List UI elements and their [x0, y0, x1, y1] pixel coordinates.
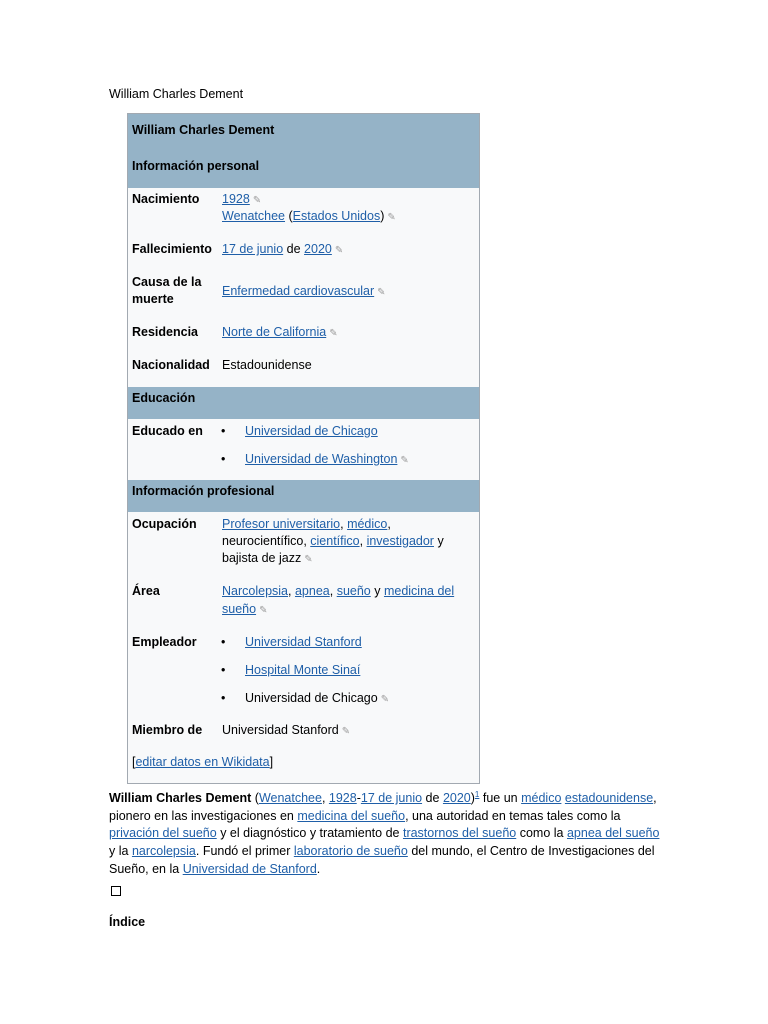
- label-ocupacion: Ocupación: [132, 517, 197, 531]
- pencil-icon[interactable]: ✎: [304, 554, 313, 565]
- list-item: [245, 424, 378, 438]
- link-sueno[interactable]: sueño: [336, 584, 371, 598]
- pencil-icon[interactable]: ✎: [329, 328, 338, 339]
- value-area-line1: Narcolepsia, apnea, sueño y medicina del: [222, 584, 455, 598]
- pencil-icon[interactable]: ✎: [380, 694, 390, 705]
- link-2020[interactable]: 2020: [304, 242, 332, 256]
- link-norte-de-california[interactable]: Norte de California: [222, 325, 327, 339]
- list-item: [245, 663, 360, 677]
- text-y: y: [374, 584, 381, 598]
- page-title: William Charles Dement: [109, 87, 244, 101]
- link-privacion-del-sueno[interactable]: privación del sueño: [109, 826, 217, 841]
- bold-name: William Charles Dement: [109, 791, 252, 806]
- value-area-line2: [222, 602, 267, 616]
- text: , pionero en las investigaciones en: [109, 791, 657, 823]
- text: y el diagnóstico y tratamiento de: [220, 826, 400, 841]
- link-apnea[interactable]: apnea: [294, 584, 330, 598]
- section-education: Educación: [132, 391, 196, 405]
- label-empleador: Empleador: [132, 635, 197, 649]
- checkbox-icon[interactable]: [111, 886, 121, 896]
- link-estados-unidos[interactable]: Estados Unidos: [292, 209, 381, 223]
- label-area: Área: [132, 584, 160, 598]
- value-nacionalidad: Estadounidense: [222, 358, 312, 372]
- text: y la: [109, 843, 129, 858]
- link-1928[interactable]: 1928: [328, 791, 357, 806]
- link-enfermedad-cardiovascular[interactable]: Enfermedad cardiovascular: [222, 284, 375, 298]
- label-residencia: Residencia: [132, 325, 199, 339]
- link-1928[interactable]: 1928: [222, 192, 250, 206]
- value-ocupacion-line2: neurocientífico, científico, investigador y: [222, 534, 444, 548]
- link-estadounidense[interactable]: estadounidense: [564, 791, 654, 806]
- text-universidad-de-chicago: Universidad de Chicago: [245, 691, 378, 705]
- text: del mundo, el Centro de Investigaciones del Sueño, en la: [109, 843, 655, 876]
- link-apnea-del-sueno[interactable]: apnea del sueño: [566, 826, 660, 841]
- label-miembro: Miembro de: [132, 723, 203, 737]
- section-professional-band: [128, 480, 479, 512]
- link-wenatchee[interactable]: Wenatchee: [258, 791, 322, 806]
- list-item: [245, 691, 389, 705]
- value-nacimiento-year: [222, 192, 261, 206]
- link-medicina-del-sueno[interactable]: medicina del sueño: [297, 808, 406, 823]
- pencil-icon[interactable]: ✎: [341, 726, 351, 737]
- index-heading: Índice: [109, 915, 146, 929]
- value-causa: [222, 284, 386, 298]
- link-2020[interactable]: 2020: [442, 791, 471, 806]
- list-item: [245, 452, 409, 466]
- link-universidad-de-stanford[interactable]: Universidad de Stanford: [182, 861, 317, 876]
- infobox: [127, 113, 480, 784]
- pencil-icon[interactable]: ✎: [259, 605, 268, 616]
- text: .: [316, 861, 321, 876]
- label-nacimiento: Nacimiento: [132, 192, 200, 206]
- text: , una autoridad en temas tales como la: [405, 808, 621, 823]
- text: como la: [519, 826, 564, 841]
- intro-paragraph: William Charles Dement (Wenatchee, 1928-17 de junio de 2020)$^1$ fue un médico estadounidense, pionero en las investigaciones en medicina del sueño, una autoridad en temas tales como la privación del sueño y el diagnóstico y tratamiento de trastornos del sueño como la apnea del sueño y la narcolepsia. Fundó el primer laboratorio de sueño del mundo, el Centro de Investigaciones del Sueño, en la Universidad de Stanford.: [109, 790, 660, 876]
- label-causa-1: Causa de la: [132, 275, 202, 289]
- edit-wikidata: [editar datos en Wikidata]: [132, 755, 274, 769]
- pencil-icon[interactable]: ✎: [334, 245, 344, 256]
- link-narcolepsia[interactable]: Narcolepsia: [222, 584, 289, 598]
- link-medicina-sueno[interactable]: sueño: [222, 602, 257, 616]
- list-item: [245, 635, 362, 649]
- text-neurocientifico: neurocientífico: [222, 534, 304, 548]
- infobox-header: [128, 114, 479, 188]
- link-laboratorio-de-sueno[interactable]: laboratorio de sueño: [293, 843, 408, 858]
- link-investigador[interactable]: investigador: [366, 534, 434, 548]
- link-universidad-de-washington[interactable]: Universidad de Washington: [245, 452, 398, 466]
- pencil-icon[interactable]: ✎: [252, 195, 262, 206]
- link-editar-wikidata[interactable]: editar datos en Wikidata: [135, 755, 270, 769]
- link-17-de-junio[interactable]: 17 de junio: [360, 791, 423, 806]
- value-miembro: [222, 723, 350, 737]
- text: . Fundó el primer: [195, 843, 291, 858]
- text-de: de: [286, 242, 301, 256]
- text-y: y: [437, 534, 444, 548]
- link-17-de-junio[interactable]: 17 de junio: [222, 242, 284, 256]
- link-trastornos-del-sueno[interactable]: trastornos del sueño: [402, 826, 517, 841]
- label-causa-2: muerte: [132, 292, 174, 306]
- section-education-band: [128, 387, 479, 419]
- link-wenatchee[interactable]: Wenatchee: [222, 209, 286, 223]
- link-universidad-stanford[interactable]: Universidad Stanford: [245, 635, 362, 649]
- reference-link[interactable]: 1: [474, 790, 480, 799]
- value-ocupacion-line1: Profesor universitario, médico,: [222, 517, 391, 531]
- text-bajista: bajista de jazz: [222, 551, 302, 565]
- section-personal: Información personal: [132, 159, 260, 173]
- pencil-icon[interactable]: ✎: [377, 287, 386, 298]
- link-profesor-universitario[interactable]: Profesor universitario: [222, 517, 341, 531]
- value-nacimiento-place: Wenatchee (Estados Unidos) ✎: [222, 209, 396, 223]
- link-universidad-de-chicago[interactable]: Universidad de Chicago: [245, 424, 378, 438]
- value-fallecimiento: [222, 242, 343, 256]
- label-fallecimiento: Fallecimiento: [132, 242, 212, 256]
- label-nacionalidad: Nacionalidad: [132, 358, 210, 372]
- text-universidad-stanford: Universidad Stanford: [222, 723, 339, 737]
- link-narcolepsia[interactable]: narcolepsia: [131, 843, 196, 858]
- infobox-title: William Charles Dement: [132, 123, 275, 137]
- section-professional: Información profesional: [132, 484, 275, 498]
- link-medicina-del[interactable]: medicina del: [383, 584, 455, 598]
- value-ocupacion-line3: [222, 551, 313, 565]
- link-cientifico[interactable]: científico: [310, 534, 360, 548]
- label-educado-en: Educado en: [132, 424, 203, 438]
- text: fue un: [482, 791, 518, 806]
- pencil-icon[interactable]: ✎: [400, 455, 409, 466]
- text-de: de: [425, 791, 440, 806]
- pencil-icon[interactable]: ✎: [387, 212, 396, 223]
- link-medico[interactable]: médico: [521, 791, 562, 806]
- value-residencia: [222, 325, 338, 339]
- link-hospital-monte-sinai[interactable]: Hospital Monte Sinaí: [245, 663, 361, 677]
- link-medico[interactable]: médico: [347, 517, 388, 531]
